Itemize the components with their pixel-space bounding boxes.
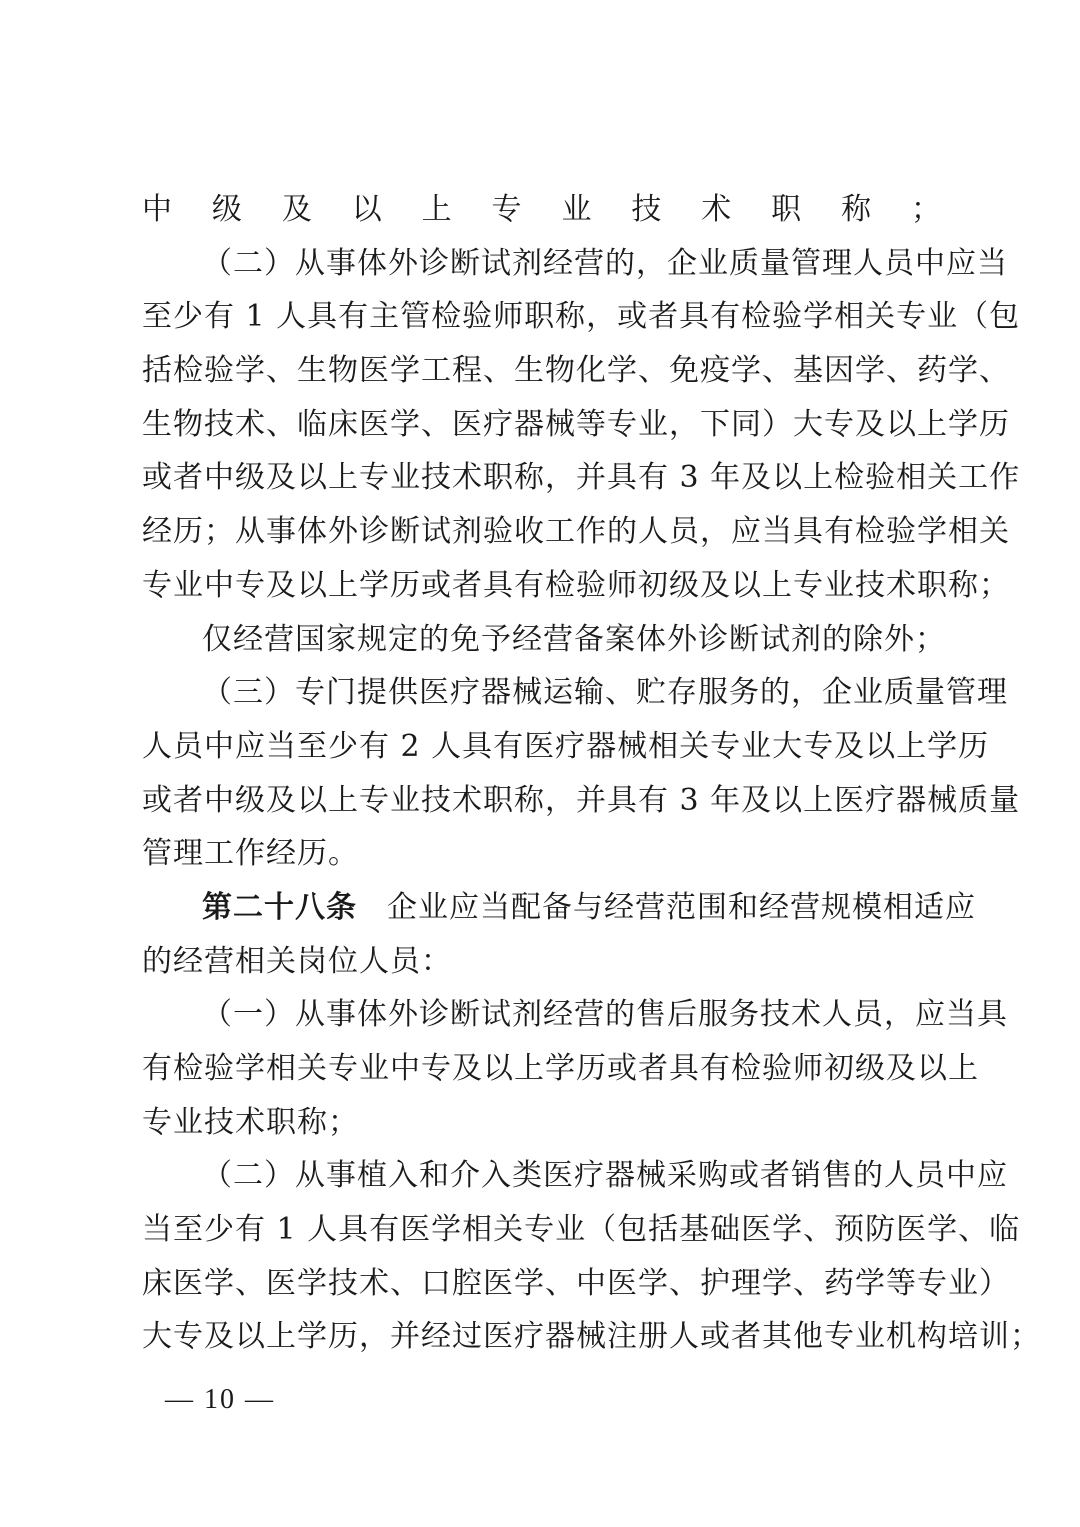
text-line-8: 专业中专及以上学历或者具有检验师初级及以上专业技术职称； [142, 567, 1010, 603]
text-line-3: 至少有 1 人具有主管检验师职称，或者具有检验学相关专业（包 [142, 299, 1021, 335]
text-line-21: 床医学、医学技术、口腔医学、中医学、护理学、药学等专业） [142, 1265, 1010, 1301]
text-line-16: （一）从事体外诊断试剂经营的售后服务技术人员，应当具 [202, 997, 1008, 1033]
text-line-18: 专业技术职称； [142, 1104, 359, 1140]
text-line-17: 有检验学相关专业中专及以上学历或者具有检验师初级及以上 [142, 1051, 979, 1086]
page-number: — 10 — [165, 1384, 275, 1415]
text-line-19: （二）从事植入和介入类医疗器械采购或者销售的人员中应 [202, 1158, 1008, 1194]
document-body [142, 183, 1041, 1364]
text-line-2: （二）从事体外诊断试剂经营的，企业质量管理人员中应当 [202, 245, 1008, 281]
text-line-7: 经历；从事体外诊断试剂验收工作的人员，应当具有检验学相关 [142, 514, 1010, 550]
text-line-11: 人员中应当至少有 2 人具有医疗器械相关专业大专及以上学历 [142, 728, 990, 764]
text-line-6: 或者中级及以上专业技术职称，并具有 3 年及以上检验相关工作 [142, 460, 1021, 496]
text-line-13: 管理工作经历。 [142, 836, 359, 872]
text-line-5: 生物技术、临床医学、医疗器械等专业，下同）大专及以上学历 [142, 406, 1010, 442]
article-heading-line [142, 881, 976, 935]
text-line-15: 的经营相关岗位人员： [142, 943, 452, 979]
text-line-20: 当至少有 1 人具有医学相关专业（包括基础医学、预防医学、临 [142, 1212, 1021, 1248]
text-line-14: 企业应当配备与经营范围和经营规模相适应 [387, 889, 976, 925]
text-line-10: （三）专门提供医疗器械运输、贮存服务的，企业质量管理 [202, 675, 1008, 711]
text-line-12: 或者中级及以上专业技术职称，并具有 3 年及以上医疗器械质量 [142, 782, 1021, 818]
text-line-9: 仅经营国家规定的免予经营备案体外诊断试剂的除外； [202, 621, 946, 657]
text-line-4: 括检验学、生物医学工程、生物化学、免疫学、基因学、药学、 [142, 353, 1010, 389]
article-heading: 第二十八条 [202, 889, 357, 925]
text-line-1: 中级及以上专业技术职称； [142, 192, 942, 227]
text-line-22: 大专及以上学历，并经过医疗器械注册人或者其他专业机构培训； [142, 1319, 1041, 1355]
